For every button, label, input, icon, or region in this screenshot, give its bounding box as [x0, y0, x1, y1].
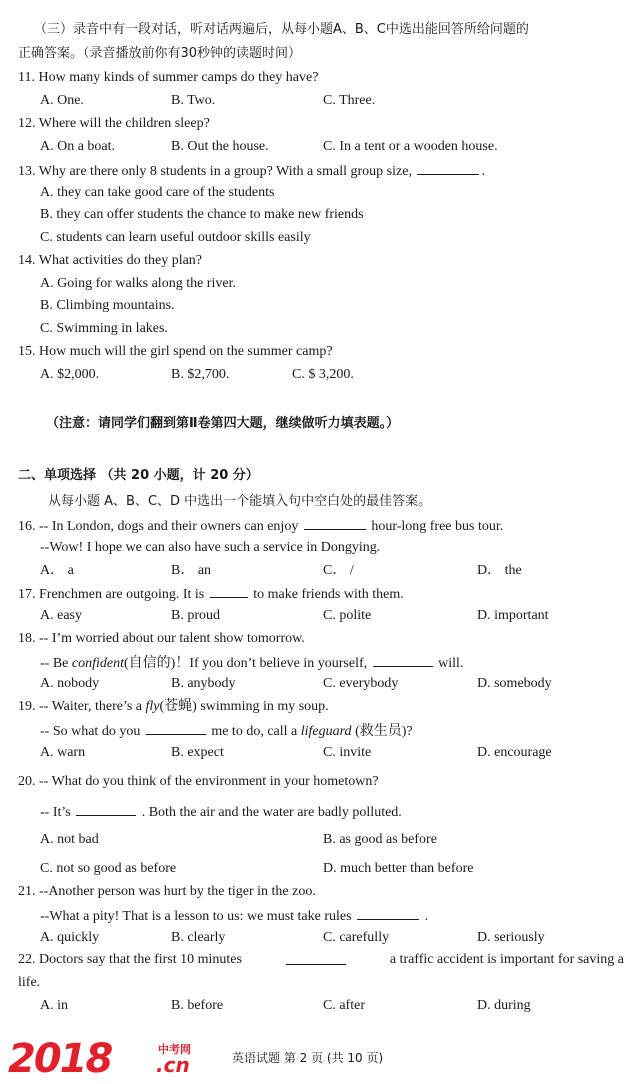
section2-title: 二、单项选择 （共 20 小题，计 20 分） — [18, 468, 259, 483]
stem-end: . — [481, 164, 485, 179]
site-logo-label: 中考网 — [158, 1043, 191, 1056]
stem-text: 13. Why are there only 8 students in a group? With a small group size, — [18, 164, 412, 179]
stem-text: 17. Frenchmen are outgoing. It is — [18, 587, 205, 602]
stem-text-cont: (自信的)！If you don’t believe in yourself, — [124, 656, 368, 671]
option-a: A. quickly — [40, 930, 100, 945]
option-b: B. Two. — [171, 93, 216, 108]
option-c: C. after — [323, 998, 365, 1013]
stem-text-cont: to make friends with them. — [253, 587, 404, 602]
option-b: B. anybody — [171, 676, 236, 691]
stem-text-end: (救生员)? — [355, 724, 413, 739]
question-11-options — [40, 91, 624, 111]
question-15-stem: 15. How much will the girl spend on the summer camp? — [18, 344, 333, 359]
option-a: A. not bad — [40, 832, 99, 847]
stem-text-cont: me to do, call a — [211, 724, 298, 739]
option-d: D. important — [477, 608, 549, 623]
question-18-options — [40, 674, 624, 694]
question-14-option-a: A. Going for walks along the river. — [40, 276, 236, 291]
option-c: C． / — [323, 563, 354, 578]
option-b: B． an — [171, 563, 212, 578]
option-a: A. easy — [40, 608, 82, 623]
question-13-option-c: C. students can learn useful outdoor skills easily — [40, 230, 311, 245]
question-18-line2 — [40, 652, 624, 672]
option-a: A. nobody — [40, 676, 100, 691]
stem-text-end: will. — [438, 656, 464, 671]
stem-text: 16. -- In London, dogs and their owners can enjoy — [18, 519, 299, 534]
option-c: C. carefully — [323, 930, 390, 945]
question-22-line1 — [18, 950, 624, 970]
question-19-options — [40, 743, 624, 763]
option-c: C. polite — [323, 608, 372, 623]
italic-word: confident — [71, 656, 124, 671]
question-16-line2: --Wow! I hope we can also have such a service in Dongying. — [40, 540, 381, 555]
option-b: B. Out the house. — [171, 139, 269, 154]
page-footer — [0, 1036, 640, 1082]
question-19-line2 — [40, 720, 624, 740]
question-21-line1: 21. --Another person was hurt by the tiger in the zoo. — [18, 884, 316, 899]
option-c: C. invite — [323, 745, 372, 760]
section2-instruction: 从每小题 A、B、C、D 中选出一个能填入句中空白处的最佳答案。 — [48, 494, 432, 509]
stem-text-end: . — [424, 909, 429, 924]
stem-text-cont: (苍蝇) swimming in my soup. — [159, 699, 329, 714]
option-c: C. $ 3,200. — [292, 367, 354, 382]
question-20-line1: 20. -- What do you think of the environment in your hometown? — [18, 774, 379, 789]
option-a: A. in — [40, 998, 68, 1013]
question-12-options — [40, 137, 624, 157]
option-d: D． the — [477, 563, 522, 578]
stem-text-cont: a traffic accident is important for saving a — [389, 952, 624, 967]
option-b: B. as good as before — [323, 832, 437, 847]
question-12-stem: 12. Where will the children sleep? — [18, 116, 210, 131]
question-14-stem: 14. What activities do they plan? — [18, 253, 203, 268]
italic-word: fly — [145, 699, 160, 714]
option-c: C. everybody — [323, 676, 399, 691]
section3-intro-line2: 正确答案。（录音播放前你有30秒钟的读题时间） — [18, 46, 302, 61]
question-21-options — [40, 928, 624, 948]
page-number: 英语试题 第 2 页 (共 10 页) — [232, 1051, 384, 1065]
stem-text-cont: . Both the air and the water are badly polluted. — [141, 805, 402, 820]
stem-text: 22. Doctors say that the first 10 minutes — [18, 952, 242, 967]
option-d: D. somebody — [477, 676, 552, 691]
option-b: B. clearly — [171, 930, 226, 945]
section3-intro-line1: （三）录音中有一段对话，听对话两遍后，从每小题A、B、C中选出能回答所给问题的 — [34, 22, 529, 37]
question-22-line2: life. — [18, 975, 41, 990]
answer-blank — [373, 652, 433, 667]
turn-page-note: （注意：请同学们翻到第Ⅱ卷第四大题，继续做听力填表题。） — [46, 416, 400, 431]
question-20-options-row1 — [40, 830, 624, 850]
question-16-options — [40, 561, 624, 581]
option-c: C. not so good as before — [40, 861, 177, 876]
answer-blank — [357, 905, 419, 920]
option-a: A. $2,000. — [40, 367, 100, 382]
question-13-stem — [18, 160, 624, 180]
option-a: A. On a boat. — [40, 139, 116, 154]
option-d: D. seriously — [477, 930, 545, 945]
option-b: B. $2,700. — [171, 367, 230, 382]
option-d: D. much better than before — [323, 861, 474, 876]
stem-text: --What a pity! That is a lesson to us: we must take rules — [40, 909, 352, 924]
option-b: B. proud — [171, 608, 220, 623]
answer-blank — [417, 160, 479, 175]
stem-text-cont: hour-long free bus tour. — [371, 519, 504, 534]
question-17-options — [40, 606, 624, 626]
option-c: C. Three. — [323, 93, 376, 108]
question-19-line1 — [18, 697, 624, 717]
question-13-option-a: A. they can take good care of the students — [40, 185, 275, 200]
stem-text: -- It’s — [40, 805, 71, 820]
italic-word: lifeguard — [300, 724, 352, 739]
question-16-line1 — [18, 515, 624, 535]
option-b: B. expect — [171, 745, 224, 760]
answer-blank — [146, 720, 206, 735]
option-d: D. during — [477, 998, 531, 1013]
option-a: A. One. — [40, 93, 84, 108]
option-d: D. encourage — [477, 745, 552, 760]
answer-blank — [286, 950, 346, 965]
option-c: C. In a tent or a wooden house. — [323, 139, 498, 154]
question-18-line1: 18. -- I’m worried about our talent show tomorrow. — [18, 631, 305, 646]
question-13-option-b: B. they can offer students the chance to make new friends — [40, 207, 364, 222]
option-a: A． a — [40, 563, 74, 578]
stem-text: -- Be — [40, 656, 69, 671]
option-b: B. before — [171, 998, 224, 1013]
question-20-options-row2 — [40, 859, 624, 879]
answer-blank — [76, 801, 136, 816]
question-20-line2 — [40, 801, 624, 821]
question-17-line1 — [18, 583, 624, 603]
question-22-options — [40, 996, 624, 1016]
answer-blank — [210, 583, 248, 598]
stem-text: 19. -- Waiter, there’s a — [18, 699, 143, 714]
question-14-option-b: B. Climbing mountains. — [40, 298, 175, 313]
stem-text: -- So what do you — [40, 724, 141, 739]
question-11-stem: 11. How many kinds of summer camps do they have? — [18, 70, 319, 85]
question-21-line2 — [40, 905, 624, 925]
question-15-options — [40, 365, 624, 385]
answer-blank — [304, 515, 366, 530]
site-logo: 2018 — [8, 1036, 112, 1082]
site-logo-domain: .cn — [156, 1053, 190, 1077]
question-14-option-c: C. Swimming in lakes. — [40, 321, 168, 336]
option-a: A. warn — [40, 745, 86, 760]
